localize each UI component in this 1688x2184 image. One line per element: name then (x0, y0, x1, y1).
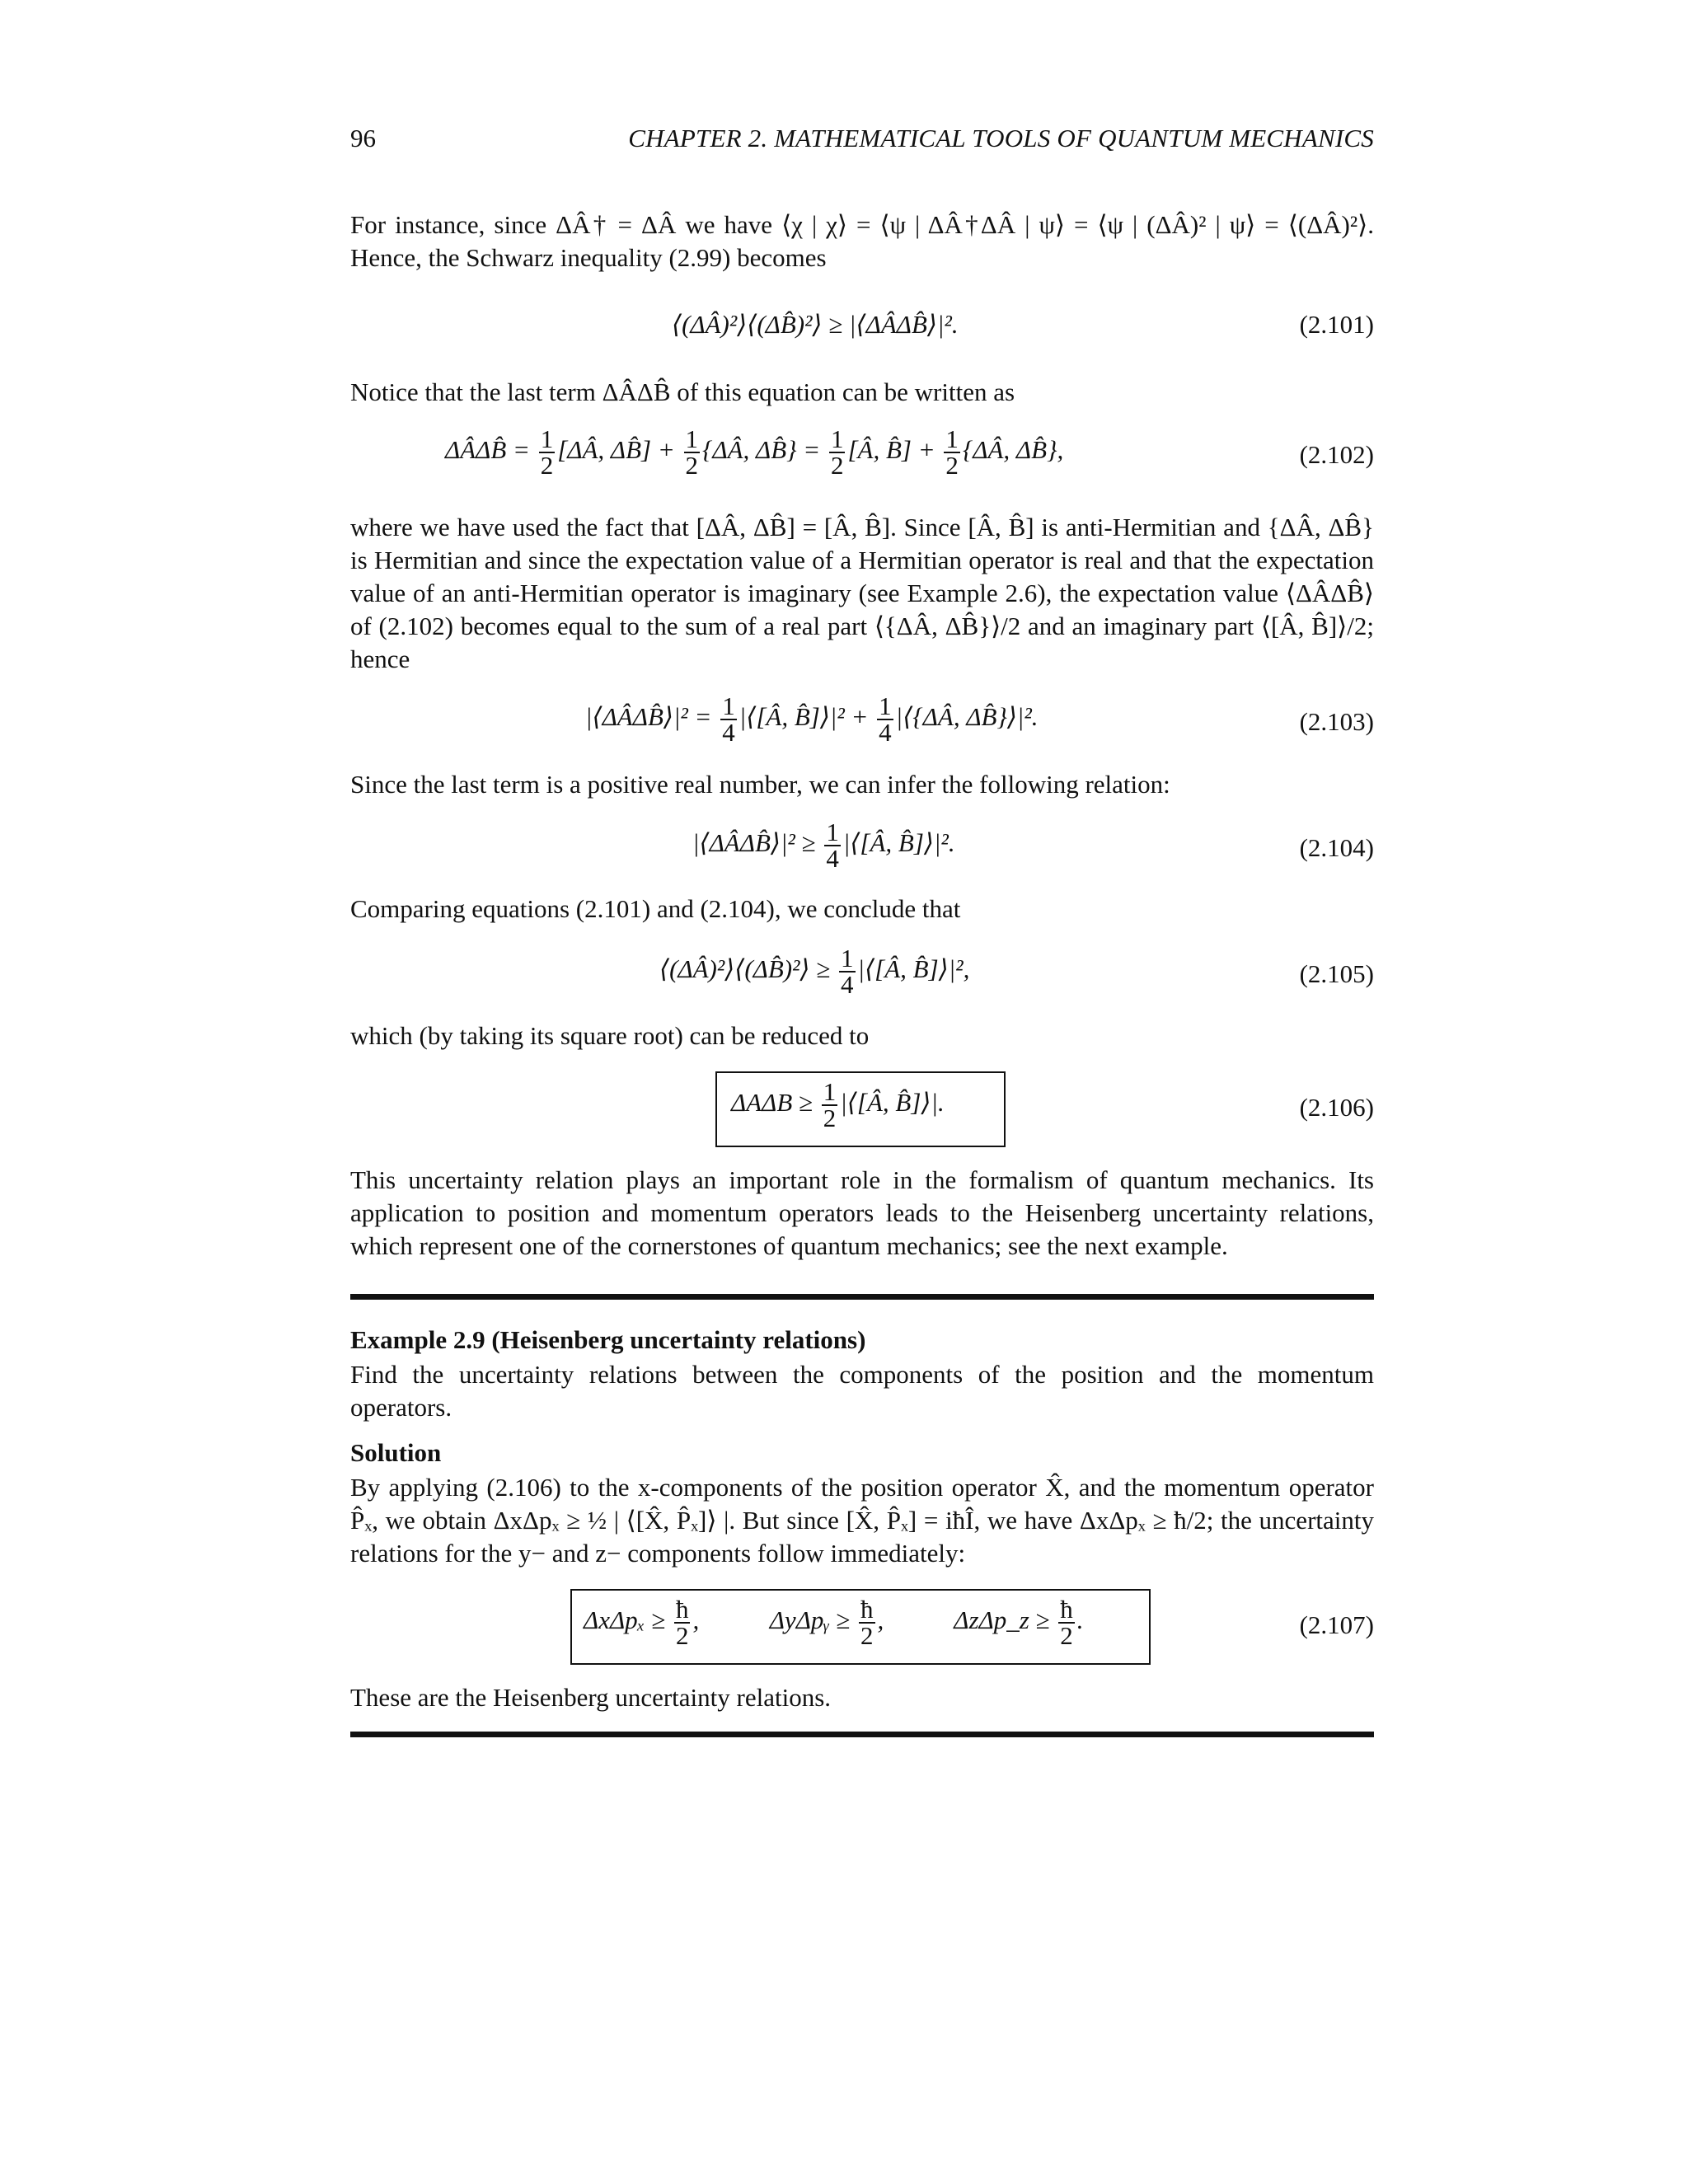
example-title: Example 2.9 (Heisenberg uncertainty relations) (350, 1325, 866, 1354)
equation-2-103 (350, 691, 1374, 752)
solution-text: By applying (2.106) to the x-components of the position operator X̂, and the momentum operator P̂ₓ, we obtain ΔxΔpₓ ≥ ½ | ⟨[X̂, P̂ₓ]⟩ |. But since [X̂, P̂ₓ] = iħÎ, we have ΔxΔpₓ ≥ ħ/2; the uncertainty relations for the y− and z− components follow immediately: (350, 1473, 1374, 1568)
numerator: 1 (841, 944, 854, 972)
denominator: 4 (879, 718, 892, 747)
separator: , (692, 1605, 700, 1635)
eq-rhs: |⟨[Â, B̂]⟩|. (840, 1088, 945, 1118)
eq-term: {ΔÂ, ΔB̂}, (962, 435, 1064, 465)
equation-number: (2.102) (1299, 440, 1374, 469)
numerator: ħ (1060, 1595, 1073, 1624)
book-page (350, 0, 1374, 2184)
numerator: 1 (945, 424, 959, 453)
paragraph-square-root: which (by taking its square root) can be reduced to (350, 1021, 870, 1050)
equation-2-104 (350, 820, 1374, 878)
denominator: 2 (830, 451, 844, 480)
equation-body: ⟨(ΔÂ)²⟩⟨(ΔB̂)²⟩ ≥ |⟨ΔÂΔB̂⟩|². (672, 310, 959, 339)
numerator: 1 (826, 818, 839, 846)
paragraph-schwarz-intro: For instance, since ΔÂ† = ΔÂ we have ⟨χ | χ⟩ = ⟨ψ | ΔÂ†ΔÂ | ψ⟩ = ⟨ψ | (ΔÂ)² | ψ⟩ = ⟨(ΔÂ)²⟩. Hence, the Schwarz inequality (2.99) becomes (350, 210, 1374, 272)
equation-number: (2.105) (1299, 959, 1374, 988)
example-closing: These are the Heisenberg uncertainty relations. (350, 1683, 832, 1712)
equation-2-106 (350, 1071, 1374, 1147)
example-bottom-rule (350, 1732, 1374, 1737)
separator: , (877, 1605, 884, 1635)
eq-lhs: |⟨ΔÂΔB̂⟩|² ≥ (692, 828, 816, 858)
eq-term: |⟨{ΔÂ, ΔB̂}⟩|². (895, 702, 1039, 732)
eq-lhs: ΔAΔB ≥ (731, 1088, 814, 1118)
eq-z-relation: ΔzΔp_z ≥ (954, 1605, 1050, 1635)
equation-2-107 (350, 1589, 1374, 1665)
numerator: 1 (830, 424, 844, 453)
fraction-half (829, 424, 846, 480)
eq-term: [Â, B̂] + (847, 435, 935, 465)
equation-body (584, 1597, 1084, 1648)
eq-rhs: |⟨[Â, B̂]⟩|², (857, 954, 970, 984)
fraction-half (539, 424, 556, 480)
equation-number: (2.104) (1299, 833, 1374, 862)
example-statement: Find the uncertainty relations between the components of the position and the momentum operators. (350, 1360, 1374, 1422)
fraction-hbar-over-two (674, 1597, 691, 1648)
equation-number: (2.103) (1299, 707, 1374, 736)
eq-term: [ΔÂ, ΔB̂] + (557, 435, 675, 465)
paragraph-uncertainty-role: This uncertainty relation plays an important role in the formalism of quantum mechanics. Its application to position and momentum operators leads to the Heisenberg uncertainty relations, which represent one of the cornerstones of quantum mechanics; see the next example. (350, 1165, 1374, 1260)
denominator: 2 (685, 451, 698, 480)
running-header (350, 124, 1374, 157)
equation-2-102 (350, 424, 1374, 485)
eq-y-relation: ΔyΔpᵧ ≥ (769, 1605, 851, 1635)
equation-body (659, 946, 969, 997)
paragraph-hermitian: where we have used the fact that [ΔÂ, ΔB̂] = [Â, B̂]. Since [Â, B̂] is anti-Hermitian and {ΔÂ, ΔB̂} is Hermitian and since the expectation value of a Hermitian operator is real and that the expectation value of an anti-Hermitian operator is imaginary (see Example 2.6), the expectation value ⟨ΔÂΔB̂⟩ of (2.102) becomes equal to the sum of a real part ⟨{ΔÂ, ΔB̂}⟩/2 and an imaginary part ⟨[Â, B̂]⟩/2; hence (350, 513, 1374, 673)
denominator: 4 (722, 718, 735, 747)
eq-lhs: ΔÂΔB̂ = (445, 435, 530, 465)
equation-body (445, 424, 1064, 480)
separator: . (1076, 1605, 1084, 1635)
paragraph-last-term: Notice that the last term ΔÂΔB̂ of this equation can be written as (350, 377, 1015, 406)
fraction-half (684, 424, 701, 480)
fraction-hbar-over-two (1058, 1597, 1075, 1648)
eq-lhs: ⟨(ΔÂ)²⟩⟨(ΔB̂)²⟩ ≥ (659, 954, 831, 984)
equation-body (692, 820, 955, 871)
eq-term: {ΔÂ, ΔB̂} = (702, 435, 821, 465)
numerator: 1 (540, 424, 554, 453)
denominator: 2 (860, 1621, 874, 1650)
numerator: 1 (823, 1077, 837, 1106)
denominator: 2 (675, 1621, 689, 1650)
numerator: 1 (879, 691, 892, 720)
eq-term: |⟨[Â, B̂]⟩|² + (738, 702, 869, 732)
equation-body (585, 691, 1039, 747)
fraction-quarter (720, 691, 737, 747)
paragraph-positive-real: Since the last term is a positive real number, we can infer the following relation: (350, 770, 1170, 799)
fraction-half (944, 424, 960, 480)
equation-body (731, 1077, 945, 1132)
denominator: 4 (841, 970, 854, 999)
page-number: 96 (350, 124, 376, 152)
eq-rhs: |⟨[Â, B̂]⟩|². (842, 828, 955, 858)
chapter-title: CHAPTER 2. MATHEMATICAL TOOLS OF QUANTUM MECHANICS (628, 124, 1374, 152)
paragraph-comparing: Comparing equations (2.101) and (2.104), we conclude that (350, 894, 961, 923)
fraction-quarter (839, 946, 856, 997)
denominator: 2 (540, 451, 554, 480)
fraction-hbar-over-two (859, 1597, 875, 1648)
equation-number: (2.106) (1299, 1093, 1374, 1122)
solution-heading: Solution (350, 1438, 442, 1467)
equation-number: (2.107) (1299, 1610, 1374, 1639)
denominator: 2 (1060, 1621, 1073, 1650)
denominator: 2 (945, 451, 959, 480)
denominator: 4 (826, 844, 839, 873)
numerator: ħ (675, 1595, 689, 1624)
eq-lhs: |⟨ΔÂΔB̂⟩|² = (585, 702, 712, 732)
equation-2-105 (350, 946, 1374, 1004)
fraction-quarter (824, 820, 841, 871)
numerator: ħ (860, 1595, 874, 1624)
numerator: 1 (685, 424, 698, 453)
denominator: 2 (823, 1104, 837, 1132)
eq-x-relation: ΔxΔpₓ ≥ (584, 1605, 666, 1635)
fraction-quarter (877, 691, 893, 747)
equation-2-101 (350, 307, 1374, 348)
example-top-rule (350, 1294, 1374, 1300)
fraction-half (822, 1077, 838, 1132)
equation-number: (2.101) (1299, 310, 1374, 339)
numerator: 1 (722, 691, 735, 720)
